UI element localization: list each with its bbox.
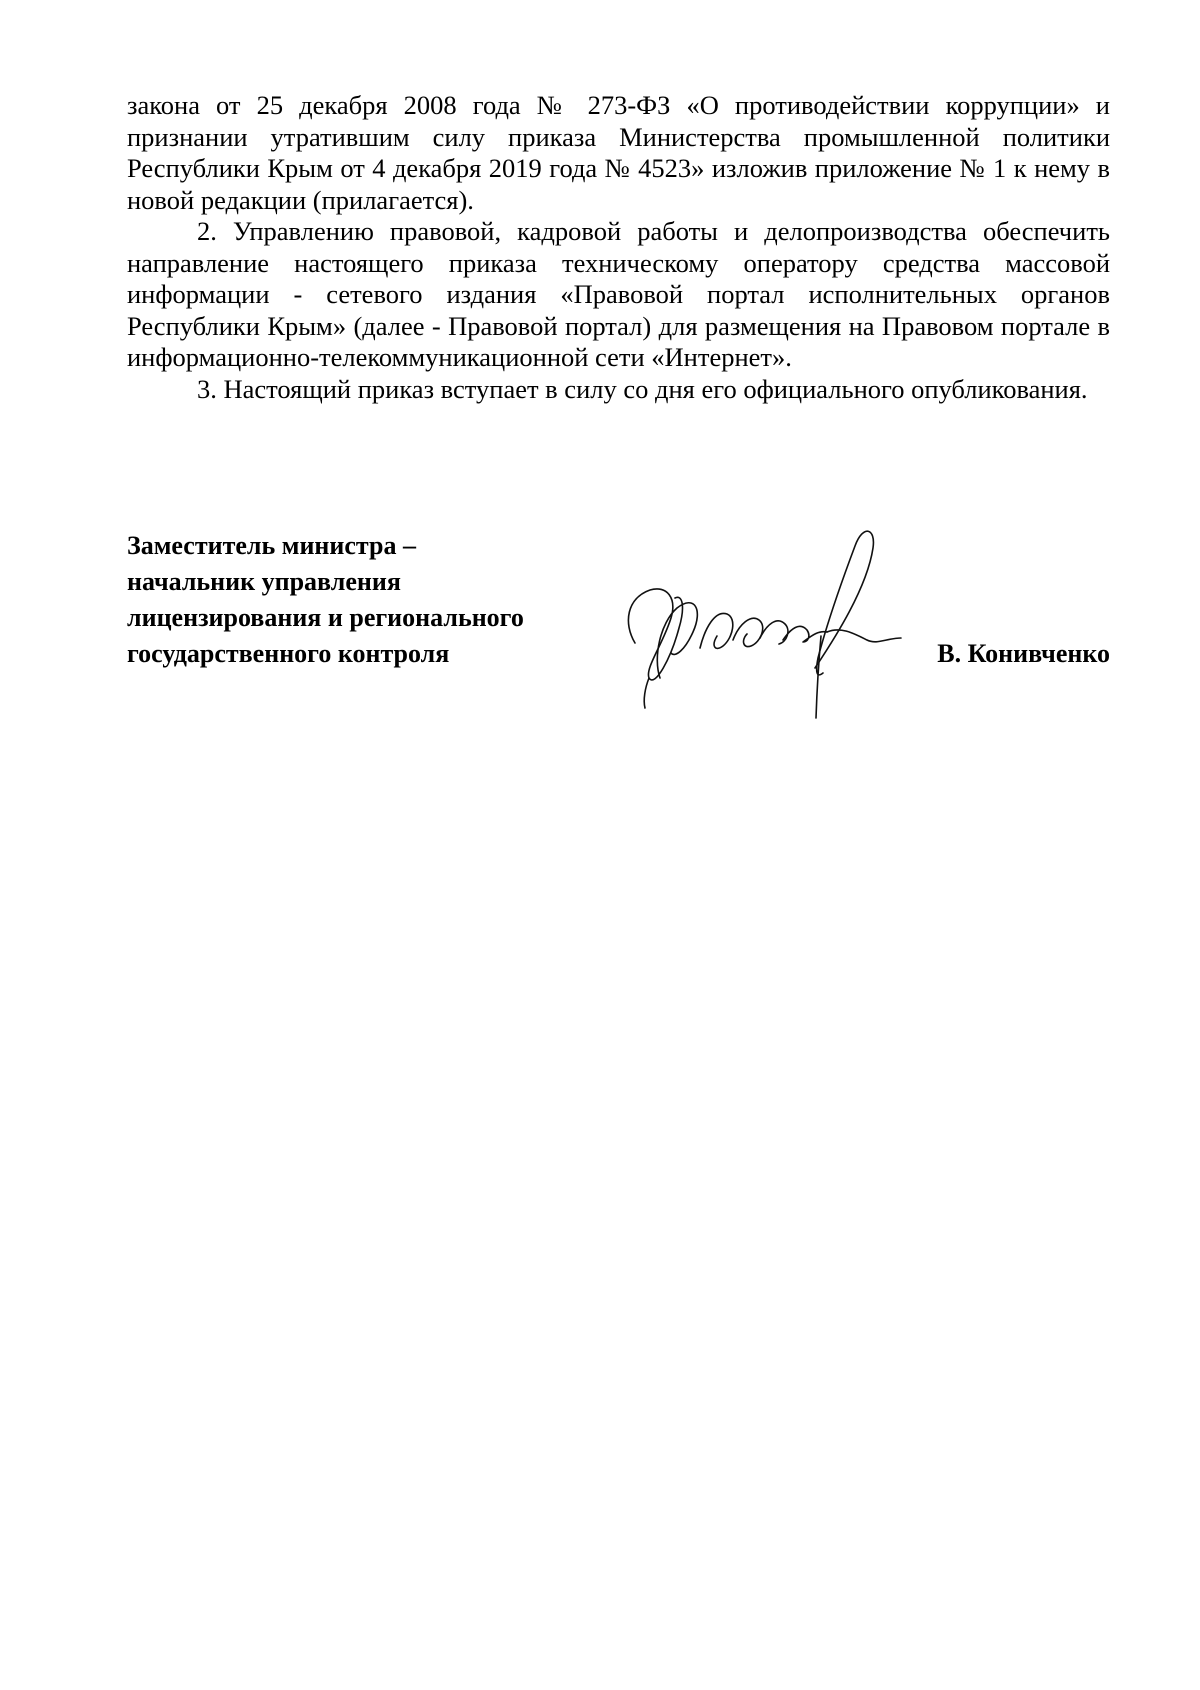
signatory-position-line: лицензирования и регионального bbox=[127, 603, 524, 632]
paragraph-continuation: закона от 25 декабря 2008 года № 273-ФЗ «О противодействии коррупции» и признании утратившим силу приказа Министерства промышленной политики Республики Крым от 4 декабря 2019 года № 4523» изложив приложение № 1 к нему в новой редакции (прилагается). bbox=[127, 90, 1110, 215]
paragraph-item-2: 2. Управлению правовой, кадровой работы и делопроизводства обеспечить направление настоящего приказа техническому оператору средства массовой информации - сетевого издания «Правовой портал исполнительных органов Республики Крым» (далее - Правовой портал) для размещения на Правовом портале в информационно-телекоммуникационной сети «Интернет». bbox=[127, 216, 1110, 372]
signatory-name: В. Конивченко bbox=[937, 639, 1110, 668]
signatory-position-line: государственного контроля bbox=[127, 639, 450, 668]
signatory-position bbox=[127, 528, 524, 672]
handwritten-signature bbox=[605, 528, 925, 723]
signatory-position-line: начальник управления bbox=[127, 567, 401, 596]
signature-block bbox=[127, 528, 1110, 728]
signatory-position-line: Заместитель министра – bbox=[127, 531, 416, 560]
paragraph-item-3: 3. Настоящий приказ вступает в силу со дня его официального опубликования. bbox=[197, 373, 1088, 404]
document-body bbox=[127, 90, 1110, 405]
